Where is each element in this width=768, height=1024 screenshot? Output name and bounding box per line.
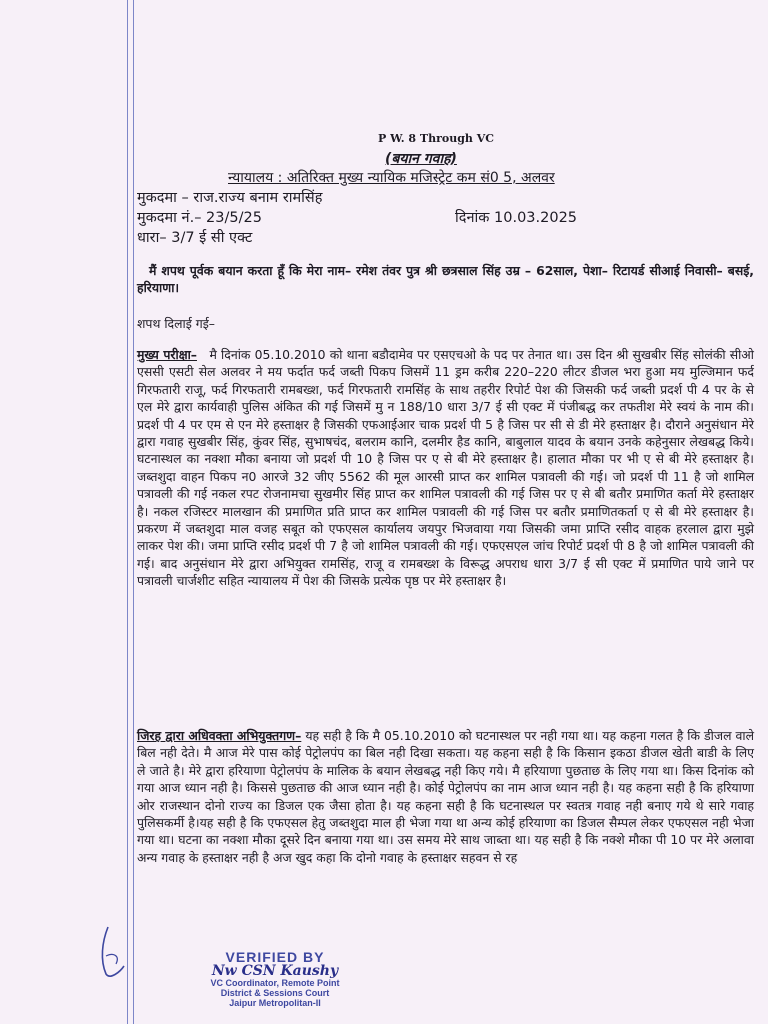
margin-rule: [127, 0, 128, 1024]
cross-examination-text: यह सही है कि मै 05.10.2010 को घटनास्थल पर नही गया था। यह कहना गलत है कि डीजल वाले बिल नही देते। मै आज मेरे पास कोई पेट्रोलपंप का बिल नही दिखा सकता। यह कहना सही है कि किसान इकठा डीजल खेती बाडी के लिए ले जाते है। मेरे द्वारा हरियाणा पेट्रोलपंप के मालिक के बयान लेखबद्ध नही किए गये। मै हरियाणा पुछताछ के लिए गया था। किस दिनांक को गया आज ध्यान नही है। किससे पुछताछ की आज ध्यान नही है। कोई पेट्रोलपंप का नाम आज ध्यान नही है। यह कहना सही है कि हरियाणा ओर राजस्थान दोनो राज्य का डिजल एक जैसा होता है। यह कहना सही है कि घटनास्थल पर स्वतत्र गवाह नही बनाए गये थे सारे गवाह पुलिसकर्मी है।यह सही है कि एफएसल हेतु जब्तशुदा माल ही भेजा गया था अन्य कोई हरियाणा का डिजल सैम्पल लेकर एफएसल नही भेजा गया था। घटना का नक्शा मौका दूसरे दिन बनाया गया था। उस समय मेरे साथ जाब्ता था। यह सही है कि नक्शे मौका पी 10 पर मेरे अलावा अन्य गवाह के हस्ताक्षर नही है अज खुद कहा कि दोनो गवाह के हस्ताक्षर सहवन से रह: [137, 728, 754, 865]
statement-date: दिनांक 10.03.2025: [455, 210, 578, 226]
cross-examination-label: जिरह द्वारा अधिवक्ता अभियुक्तगण–: [137, 728, 302, 743]
case-number: मुकदमा नं.– 23/5/25: [137, 210, 262, 226]
document-type-heading: (बयान गवाह): [385, 151, 457, 167]
oath-administered: शपथ दिलाई गई–: [137, 316, 215, 331]
oath-statement: मैं शपथ पूर्वक बयान करता हूँ कि मेरा नाम– रमेश तंवर पुत्र श्री छत्रसाल सिंह उम्र – 62साल, पेशा– रिटायर्ड सीआई निवासी– बसई, हरियाणा।: [137, 263, 754, 296]
case-title: मुकदमा – राज.राज्य बनाम रामसिंह: [137, 190, 323, 206]
chief-examination-text: मै दिनांक 05.10.2010 को थाना बडौदामेव पर एसएचओ के पद पर तेनात था। उस दिन श्री सुखबीर सिंह सोलंकी सीओ एससी एसटी सेल अलवर ने मय फर्दात फर्द जब्ती पिकप जिसमें 11 ड्रम करीब 220–220 लीटर डीजल भरा हुआ मय मुल्जिमान फर्द गिरफतारी राजू, फर्द गिरफतारी रामबख्श, फर्द गिरफतारी रामसिंह के साथ तहरीर रिपोर्ट पेश की जिसकी फर्द जब्ती प्रदर्श पी 4 पर के से एल मेरे द्वारा कार्यवाही पुलिस अंकित की गई जिसमें मु न 188/10 धारा 3/7 ई सी एक्ट में पंजीबद्ध कर तफतीश मेरे स्वयं के नाम की। प्रदर्श पी 4 पर एम से एन मेरे हस्ताक्षर है जिसकी एफआईआर चाक प्रदर्श पी 5 है जिस पर सी से डी मेरे हस्ताक्षर है। दौराने अनुसंधान मेरे द्वारा गवाह सुखबीर सिंह, कुंवर सिंह, सुभाषचंद, बलराम कानि, दलमीर हैड कानि, बाबुलाल यादव के बयान उनके कहेनुसार लेखबद्ध किये। घटनास्थल का नक्शा मौका बनाया जो प्रदर्श पी 10 है जिस पर ए से बी मेरे हस्ताक्षर है। हालात मौका पर भी ए से बी मेरे हस्ताक्षर है। जब्तशुदा वाहन पिकप न0 आरजे 32 जीए 5562 की मूल आरसी प्राप्त कर शामिल पत्रावली की गई। जो प्रदर्श पी 11 है जो शामिल पत्रावली की गई नकल रपट रोजनामचा सुखमीर सिंह प्राप्त कर शामिल पत्रावली की गई जिस पर ए से बी बतौर प्रमाणित कर्ता मेरे हस्ताक्षर है। नकल रजिस्टर मालखान की प्रमाणित प्रति प्राप्त कर शामिल पत्रावली की गई जिस पर बतौर प्रमाणितकर्ता ए से बी मेरे हस्ताक्षर है। प्रकरण में जब्तशुदा माल वजह सबूत को एफएसल कार्यालय जयपुर भिजवाया गया जिसकी जमा प्राप्ति रसीद वाहक हरलाल द्वारा मुझे लाकर पेश की। जमा प्राप्ति रसीद प्रदर्श पी 7 है जो शामिल पत्रावली की गई। एफएसएल जांच रिपोर्ट प्रदर्श पी 8 है जो शामिल पत्रावली की गई। बाद अनुसंधान मेरे द्वारा अभियुक्त रामसिंह, राजू व रामबख्श के विरूद्ध अपराध धारा 3/7 ई सी एक्ट में प्रमाणित पाये जाने पर पत्रावली चार्जशीट सहित न्यायालय में पेश की जिसके प्रत्येक पृष्ठ पर मेरे हस्ताक्षर है।: [137, 347, 754, 589]
margin-rule: [133, 0, 134, 1024]
court-name: न्यायालय : अतिरिक्त मुख्य न्यायिक मजिस्ट्रेट कम सं0 5, अलवर: [228, 170, 555, 186]
margin-signature-mark: [98, 922, 134, 982]
witness-reference: P W. 8 Through VC: [378, 132, 495, 145]
stamp-location: Jaipur Metropolitan-II: [229, 998, 321, 1008]
stamp-signature: Nw CSN Kaushy: [211, 963, 339, 979]
verification-stamp: [175, 950, 375, 1008]
stamp-court: District & Sessions Court: [220, 988, 330, 998]
stamp-title: VERIFIED BY: [225, 949, 325, 965]
stamp-designation: VC Coordinator, Remote Point: [210, 978, 340, 988]
legal-section: धारा– 3/7 ई सी एक्ट: [137, 230, 253, 246]
cross-examination: [137, 727, 754, 866]
chief-examination: [137, 346, 754, 590]
chief-examination-label: मुख्य परीक्षा–: [137, 347, 197, 362]
